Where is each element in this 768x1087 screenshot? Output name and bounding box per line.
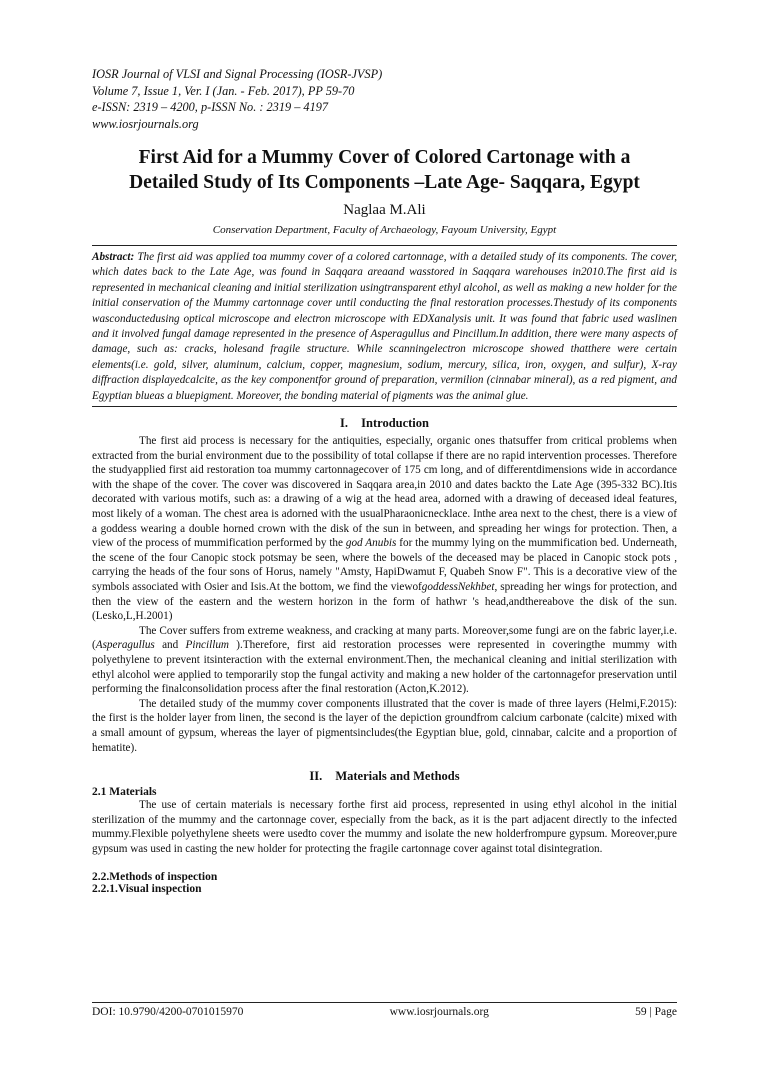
footer-page-number: 59 | Page bbox=[635, 1006, 677, 1018]
subsection-materials: 2.1 Materials bbox=[92, 786, 157, 799]
subsection-methods-of-inspection: 2.2.Methods of inspection bbox=[92, 870, 218, 883]
title-line-2: Detailed Study of Its Components –Late Age- Saqqara, Egypt bbox=[129, 172, 640, 193]
title-line-1: First Aid for a Mummy Cover of Colored Cartonage with a bbox=[138, 147, 631, 168]
journal-volume: Volume 7, Issue 1, Ver. I (Jan. - Feb. 2017), PP 59-70 bbox=[92, 83, 355, 98]
section-1-number: I. bbox=[340, 416, 349, 431]
journal-website[interactable]: www.iosrjournals.org bbox=[92, 116, 199, 131]
abstract-text: The first aid was applied toa mummy cover of a colored cartonnage, with a detailed study of its components. The cover, which dates back to the Late Age, was found in Saqqara areaand wasstored in Saqqara warehouses in2010.The first aid is represented in mechanical cleaning and initial sterilization usingtransparent ethyl alcohol, as well as making a new holder for the initial conservation of the Mummy cartonnage cover until conducting the final restoration processes.Thestudy of its components wasconductedusing optical microscope and electron microscope with EDXanalysis unit. It was found that fabric used waslinen and it involved fungal damage represented in the presence of Asperagullus and Pincillum.In addition, there were many aspects of damage, such as: cracks, holesand fragile structure. While scanningelectron microscope showed thatthere were certain elements(i.e. gold, silver, aluminum, calcium, copper, magnesium, sodium, mercury, silica, iron, oxygen, and sulfur), X-ray diffraction displayedcalcite, as the key componentfor ground of preparation, vermilion (cinnabar mineral), as a red pigment, and Egyptian blueas a bluepigment. Moreover, the bonding material of pigments was the animal glue. bbox=[92, 251, 678, 402]
section-1-heading bbox=[92, 416, 677, 431]
paper-title bbox=[92, 145, 677, 195]
footer-website[interactable]: www.iosrjournals.org bbox=[389, 1006, 489, 1018]
abstract-label: Abstract: bbox=[92, 251, 135, 263]
author-name: Naglaa M.Ali bbox=[343, 202, 426, 218]
footer-rule bbox=[92, 1002, 677, 1003]
abstract-bottom-rule bbox=[92, 406, 677, 407]
paper-page bbox=[92, 66, 677, 895]
subsection-visual-inspection: 2.2.1.Visual inspection bbox=[92, 882, 202, 895]
abstract bbox=[92, 250, 677, 404]
page-footer bbox=[92, 1002, 677, 1018]
section-2-number: II. bbox=[309, 769, 323, 784]
abstract-top-rule bbox=[92, 245, 677, 246]
footer-doi: DOI: 10.9790/4200-0701015970 bbox=[92, 1006, 244, 1018]
intro-paragraph-1: The first aid process is necessary for the antiquities, especially, organic ones thatsuffer from critical problems when extracted from the burial environment due to the possibility of total collapse if there are no rapid intervention processes. Therefore the studyapplied first aid restoration toa mummy cartonnagecover of 175 cm long, and of differentdimensions wide in accordance with the shape of the cover. The cover was discovered in Saqqara area,in 2010 and dates backto the Late Age (395-332 BC).Itis decorated with various motifs, such as: a drawing of a wig at the head area, adorned with a drawing of deceased ideal features, most likely of a woman. The chest area is adorned with the usualPharaonicnecklace. Inthe area next to the chest, there is a view of a goddess wearing a double horned crown with the disk of the sun in between, and spreading her wings for protection. Then, a view of the process of mummification performed by the god Anubis for the mummy lying on the mummification bed. Underneath, the scene of the four Canopic stock potsmay be seen, where the bowels of the deceased may be placed in Canopic stock pots , carrying the heads of the four sons of Horus, namely "Amsty, HapiDwamut F, Quabeh Snow F". This is a decorative view of the symbols associated with Osier and Isis.At the bottom, we find the viewofgoddessNekhbet, spreading her wings for protection, and then the view of the eastern and the western horizon in the form of hathwr 's head,andthereabove the disk of the sun.(Lesko,L,H.2001) bbox=[92, 435, 677, 623]
section-1-title: Introduction bbox=[361, 416, 429, 431]
section-2-heading bbox=[92, 769, 677, 784]
section-2-title: Materials and Methods bbox=[335, 769, 460, 784]
journal-name: IOSR Journal of VLSI and Signal Processing (IOSR-JVSP) bbox=[92, 67, 383, 81]
journal-header bbox=[92, 66, 677, 132]
introduction-body bbox=[92, 434, 677, 755]
intro-paragraph-3: The detailed study of the mummy cover components illustrated that the cover is made of three layers (Helmi,F.2015): the first is the holder layer from linen, the second is the layer of the depiction groundfrom calcium carbonate (calcite) mixed with a small amount of gypsum, whereas the layer of pigmentsincludes(the Egyptian blue, gold, cinnabar, calcite and a proportion of hematite). bbox=[92, 697, 677, 754]
materials-paragraph: The use of certain materials is necessary forthe first aid process, represented in using ethyl alcohol in the initial sterilization of the mummy and the cartonnage cover, especially from the back, as it is the part adjacent directly to the infected mummy.Flexible polyethylene sheets were usedto cover the mummy and isolate the new holderfrompure gypsum. Moreover,pure gypsum was used in casting the new holder for protecting the fragile cartonnage cover against total disintegration. bbox=[92, 799, 677, 855]
journal-issn: e-ISSN: 2319 – 4200, p-ISSN No. : 2319 – 4197 bbox=[92, 100, 329, 114]
author-affiliation: Conservation Department, Faculty of Archaeology, Fayoum University, Egypt bbox=[212, 224, 557, 236]
intro-paragraph-2: The Cover suffers from extreme weakness, and cracking at many parts. Moreover,some fungi are on the fabric layer,i.e. (Asperagullus and Pincillum ).Therefore, first aid restoration processes were represented in coveringthe mummy with polyethylene to prevent itsinteraction with the external environment.Then, the mechanical cleaning and initial sterilization with ethyl alcohol were applied to temporarily stop the fungal activity and making a new holder of the cartonnagefor preservation until performing the finalconsolidation process after the final restoration (Acton,K.2012). bbox=[92, 624, 677, 696]
